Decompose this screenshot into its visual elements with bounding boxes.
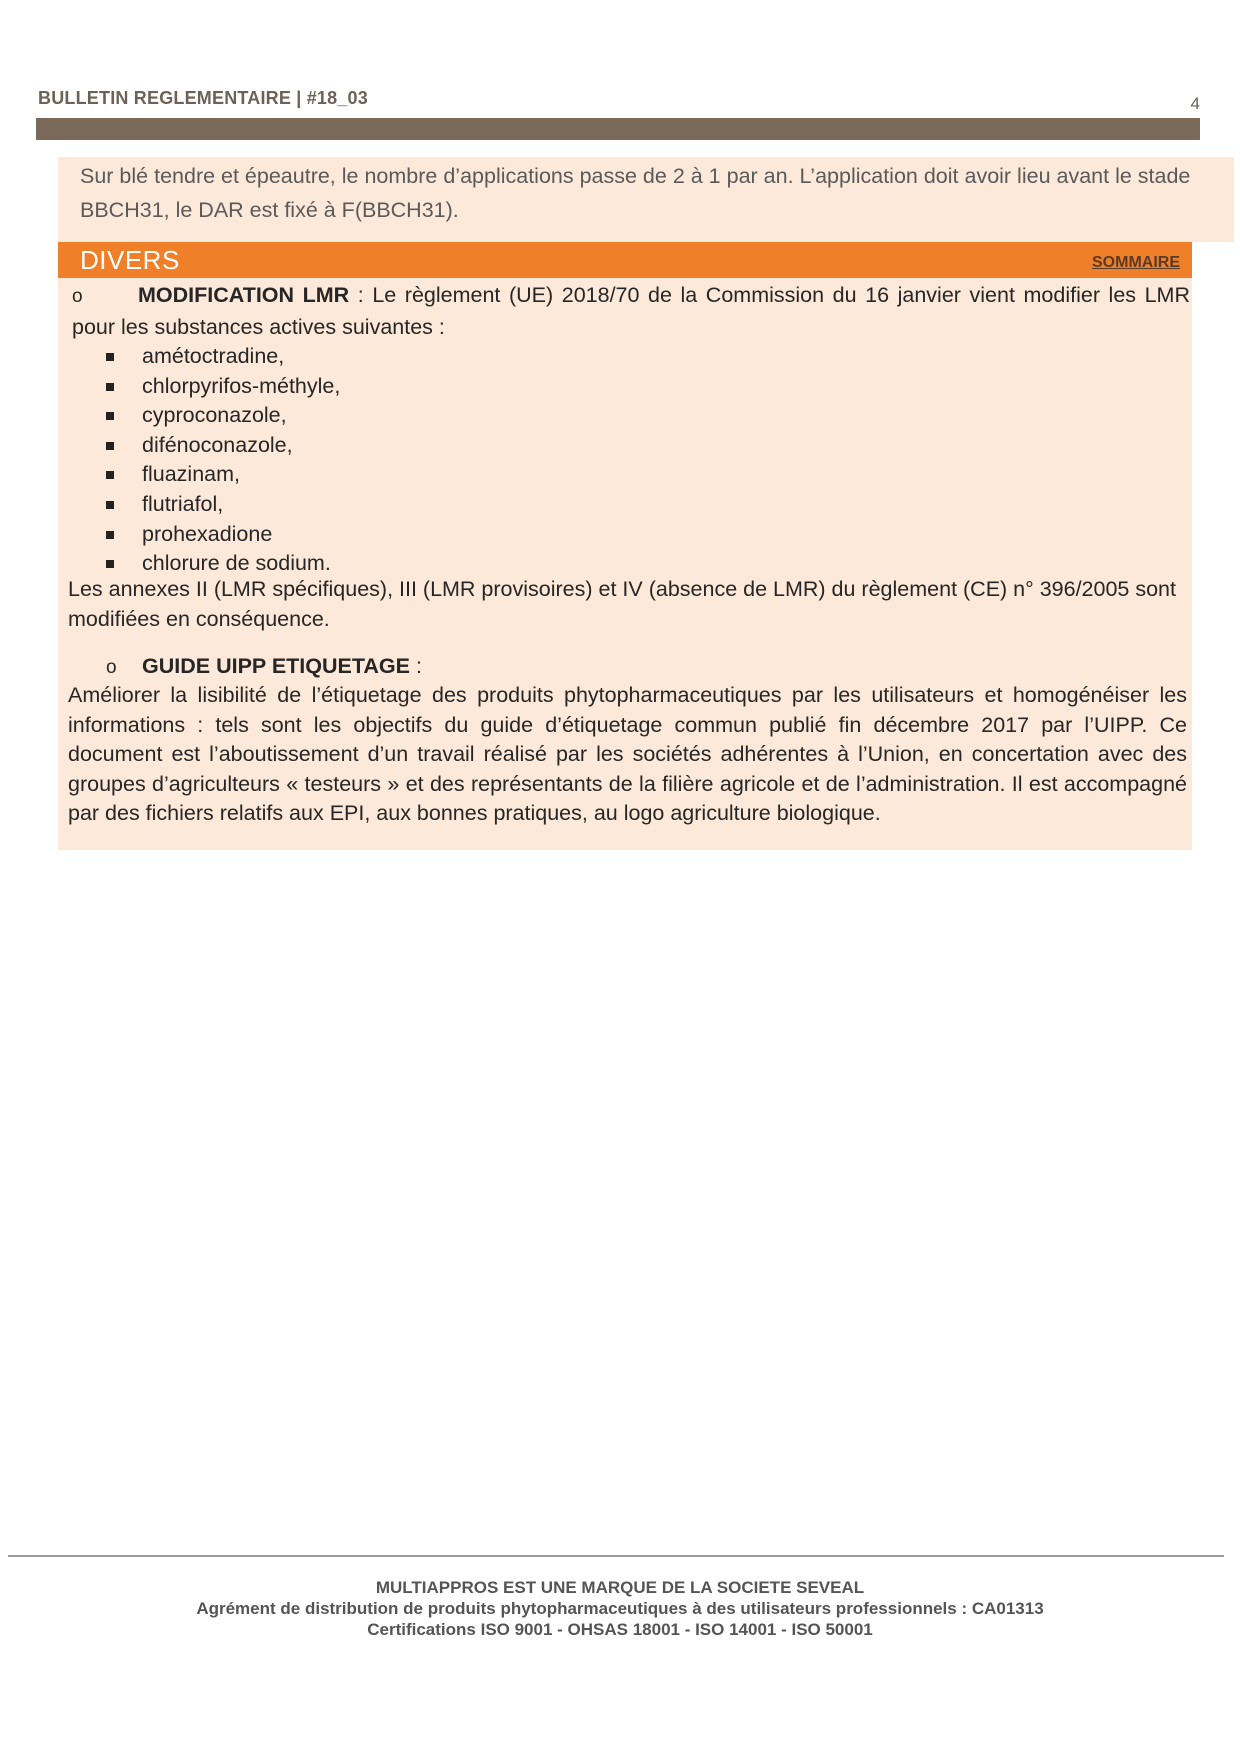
header-bar — [36, 118, 1200, 140]
uipp-heading: GUIDE UIPP ETIQUETAGE — [142, 654, 410, 678]
circle-bullet-icon: o — [106, 657, 117, 678]
sommaire-link[interactable]: SOMMAIRE — [1092, 254, 1180, 271]
list-item: difénoconazole, — [106, 431, 340, 461]
square-bullet-icon — [106, 471, 114, 479]
list-item: fluazinam, — [106, 460, 340, 490]
list-item: amétoctradine, — [106, 342, 340, 372]
square-bullet-icon — [106, 442, 114, 450]
carryover-box — [58, 157, 1234, 242]
substance-list — [106, 342, 340, 579]
circle-bullet-icon: o — [72, 286, 83, 307]
lmr-paragraph — [72, 280, 1190, 342]
lmr-heading: MODIFICATION LMR — [138, 283, 350, 307]
list-item: cyproconazole, — [106, 401, 340, 431]
carryover-text: Sur blé tendre et épeautre, le nombre d’applications passe de 2 à 1 par an. L’application doit avoir lieu avant le stade BBCH31, le DAR est fixé à F(BBCH31). — [80, 164, 1191, 222]
document-header-title: BULLETIN REGLEMENTAIRE | #18_03 — [38, 88, 368, 108]
footer-line-agrement: Agrément de distribution de produits phytopharmaceutiques à des utilisateurs professionnels : CA01313 — [196, 1599, 1044, 1618]
annex-paragraph: Les annexes II (LMR spécifiques), III (LMR provisoires) et IV (absence de LMR) du règlement (CE) n° 396/2005 sont modifiées en conséquence. — [68, 577, 1176, 631]
section-header — [58, 242, 1192, 278]
lmr-intro: : Le règlement (UE) 2018/70 de la Commission du 16 janvier vient modifier les LMR pour les substances actives suivantes : — [72, 283, 1190, 339]
footer-line-brand: MULTIAPPROS EST UNE MARQUE DE LA SOCIETE SEVEAL — [375, 1578, 865, 1597]
uipp-heading-suffix: : — [410, 654, 422, 678]
square-bullet-icon — [106, 501, 114, 509]
square-bullet-icon — [106, 560, 114, 568]
list-item: chlorure de sodium. — [106, 549, 340, 579]
list-item: flutriafol, — [106, 490, 340, 520]
list-item: chlorpyrifos-méthyle, — [106, 372, 340, 402]
square-bullet-icon — [106, 383, 114, 391]
section-title: DIVERS — [80, 245, 180, 275]
page-number: 4 — [1190, 94, 1200, 113]
footer — [0, 1577, 1240, 1640]
square-bullet-icon — [106, 412, 114, 420]
divers-section — [58, 242, 1192, 850]
list-item: prohexadione — [106, 520, 340, 550]
uipp-heading-line — [106, 651, 422, 683]
footer-divider — [8, 1555, 1224, 1557]
square-bullet-icon — [106, 531, 114, 539]
square-bullet-icon — [106, 353, 114, 361]
uipp-paragraph: Améliorer la lisibilité de l’étiquetage des produits phytopharmaceutiques par les utilisateurs et homogénéiser les informations : tels sont les objectifs du guide d’étiquetage commun publié fin décembre 2017 par l’UIPP. Ce document est l’aboutissement d’un travail réalisé par les sociétés adhérentes à l’Union, en concertation avec des groupes d’agriculteurs « testeurs » et des représentants de la filière agricole et de l’administration. Il est accompagné par des fichiers relatifs aux EPI, aux bonnes pratiques, au logo agriculture biologique. — [68, 683, 1187, 826]
footer-line-certifications: Certifications ISO 9001 - OHSAS 18001 - ISO 14001 - ISO 50001 — [367, 1620, 873, 1639]
